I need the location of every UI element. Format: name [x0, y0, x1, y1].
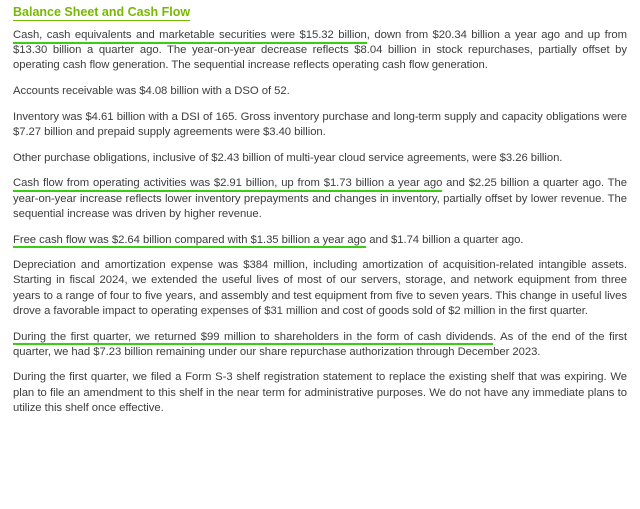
body-text: and $2.25 billion a quarter ago. The year-on-year increase reflects lower inventory prepayments and changes in inventory, partially offset by lower revenue. The sequential increase was driven by higher revenue.	[13, 177, 627, 220]
body-text: . As of the end of the first quarter, we had $7.23 billion remaining under our share repurchase authorization through December 2023.	[13, 330, 627, 358]
body-text: Depreciation and amortization expense was $384 million, including amortization of acquisition-related intangible assets. Starting in fiscal 2024, we extended the useful lives of most of our servers, storage, and network equipment from three years to a range of four to five years, and assembly and test equipment from five to seven years. This change in useful lives drove a favorable impact to operating expenses of $31 million and cost of goods sold of $2 million in the first quarter.	[13, 259, 627, 317]
paragraph-shelf-registration	[13, 370, 627, 416]
body-text: and $1.74 billion a quarter ago.	[366, 233, 524, 246]
paragraph-depreciation-amortization	[13, 258, 627, 319]
paragraph-cash-position	[13, 28, 627, 74]
body-text: , down from $20.34 billion a year ago and up from $13.30 billion a quarter ago. The year-on-year decrease reflects $8.04 billion in stock repurchases, partially offset by operating cash flow generation. The sequential increase reflects operating cash flow generation.	[13, 29, 628, 72]
body-text: Inventory was $4.61 billion with a DSI of 165. Gross inventory purchase and long-term supply and capacity obligations were $7.27 billion and prepaid supply agreements were $3.40 billion.	[13, 110, 627, 139]
paragraph-inventory	[13, 110, 627, 140]
body-text: Accounts receivable was $4.08 billion with a DSO of 52.	[13, 85, 290, 98]
paragraph-operating-cash-flow	[13, 176, 627, 222]
paragraph-free-cash-flow	[13, 233, 627, 248]
body-text: Other purchase obligations, inclusive of $2.43 billion of multi-year cloud service agreements, were $3.26 billion.	[13, 151, 563, 164]
paragraph-dividends-repurchase	[13, 330, 627, 360]
highlighted-text-cash-position: Cash, cash equivalents and marketable securities were $15.32 billion	[13, 29, 367, 44]
section-title	[13, 5, 627, 19]
body-text: During the first quarter, we filed a Form S-3 shelf registration statement to replace the existing shelf that was expiring. We plan to file an amendment to this shelf in the near term for administrative purposes. We do not have any immediate plans to utilize this shelf once effective.	[13, 371, 627, 414]
highlighted-text-dividends: During the first quarter, we returned $99 million to shareholders in the form of cash dividends	[13, 331, 493, 346]
highlighted-text-operating-cash-flow: Cash flow from operating activities was $2.91 billion, up from $1.73 billion a year ago	[13, 177, 442, 192]
paragraph-other-purchase-obligations	[13, 151, 627, 166]
highlighted-text-free-cash-flow: Free cash flow was $2.64 billion compared with $1.35 billion a year ago	[13, 234, 366, 249]
paragraph-accounts-receivable	[13, 84, 627, 99]
section-title-text: Balance Sheet and Cash Flow	[13, 5, 191, 19]
